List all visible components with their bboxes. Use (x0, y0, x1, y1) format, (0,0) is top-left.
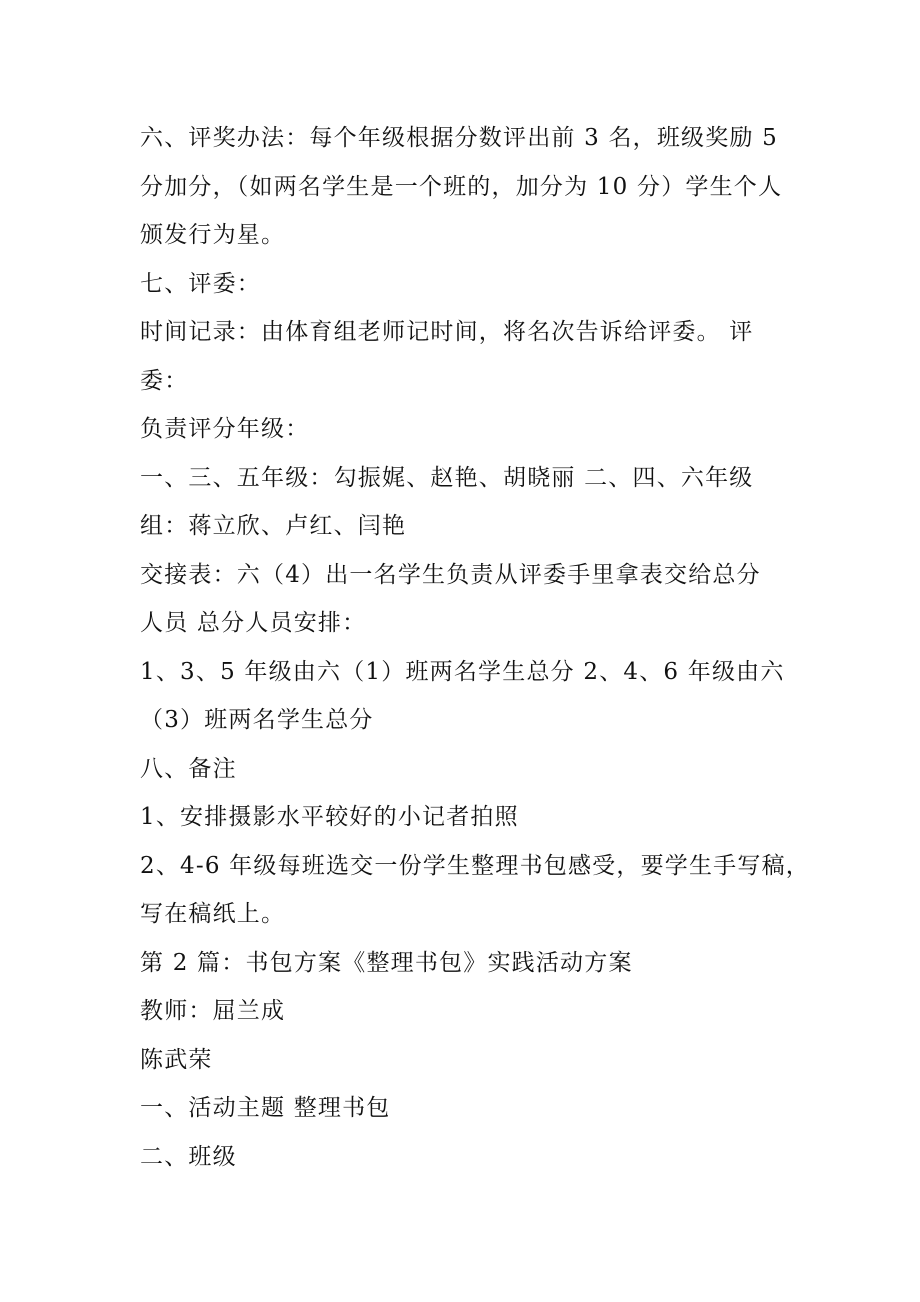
text-line: 2、4-6 年级每班选交一份学生整理书包感受，要学生手写稿， (140, 852, 810, 879)
text-line: 时间记录：由体育组老师记时间，将名次告诉给评委。 评 (140, 319, 754, 345)
text-line: 组：蒋立欣、卢红、闫艳 (140, 513, 407, 539)
text-line: 颁发行为星。 (140, 222, 286, 248)
text-line: 人员 总分人员安排： (140, 610, 367, 636)
text-line: （3）班两名学生总分 (140, 707, 374, 733)
text-line: 一、三、五年级：勾振娓、赵艳、胡晓丽 二、四、六年级 (140, 464, 754, 491)
section-heading: 七、评委： (140, 270, 261, 297)
section-heading: 八、备注 (140, 755, 237, 782)
text-line: 负责评分年级： (140, 416, 310, 442)
document-body (140, 114, 810, 1181)
section-heading: 二、班级 (140, 1143, 237, 1170)
text-line: 1、3、5 年级由六（1）班两名学生总分 2、4、6 年级由六 (140, 658, 785, 685)
text-line: 教师：屈兰成 (140, 998, 286, 1024)
text-line: 1、安排摄影水平较好的小记者拍照 (140, 804, 519, 830)
text-line: 委： (140, 367, 189, 394)
text-line: 写在稿纸上。 (140, 901, 286, 927)
section-heading: 一、活动主题 整理书包 (140, 1095, 391, 1121)
text-line: 交接表：六（4）出一名学生负责从评委手里拿表交给总分 (140, 561, 761, 588)
text-line: 分加分，（如两名学生是一个班的，加分为 10 分）学生个人 (140, 173, 783, 200)
text-line: 六、评奖办法：每个年级根据分数评出前 3 名，班级奖励 5 (140, 125, 778, 151)
text-line: 陈武荣 (140, 1046, 213, 1073)
article-title: 第 2 篇：书包方案《整理书包》实践活动方案 (140, 949, 633, 976)
